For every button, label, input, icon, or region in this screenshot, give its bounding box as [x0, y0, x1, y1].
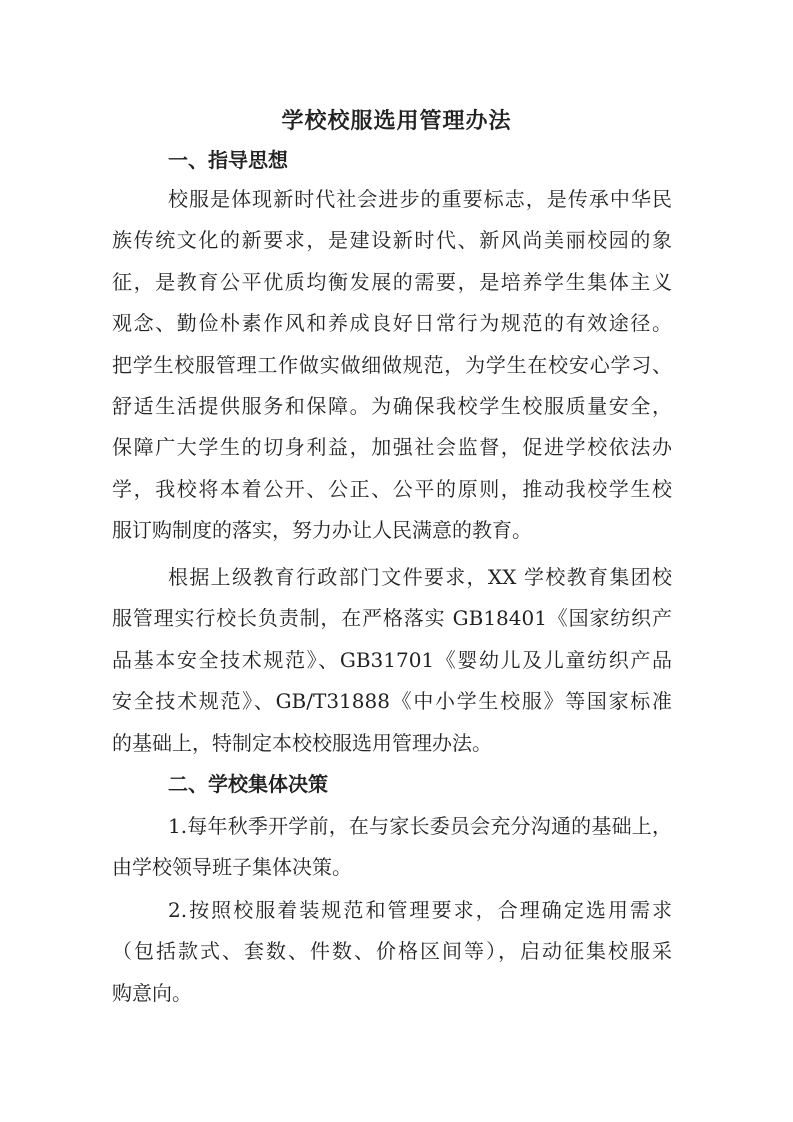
text-line: 根据上级教育行政部门文件要求，XX 学校教育集团校 — [168, 565, 672, 589]
text-line: 学，我校将本着公开、公正、公平的原则，推动我校学生校 — [112, 477, 672, 501]
text-line: 族传统文化的新要求，是建设新时代、新风尚美丽校园的象 — [112, 228, 672, 252]
text-line: 观念、勤俭朴素作风和养成良好日常行为规范的有效途径。 — [112, 311, 672, 335]
text-line: 把学生校服管理工作做实做细做规范，为学生在校安心学习、 — [112, 353, 672, 377]
text-line: 服订购制度的落实，努力办让人民满意的教育。 — [112, 518, 532, 542]
text-line: 舒适生活提供服务和保障。为确保我校学生校服质量安全， — [112, 394, 672, 418]
text-line: 保障广大学生的切身利益，加强社会监督，促进学校依法办 — [112, 435, 672, 459]
text-line: 校服是体现新时代社会进步的重要标志，是传承中华民 — [168, 187, 672, 211]
text-line: （包括款式、套数、件数、价格区间等），启动征集校服采 — [112, 939, 672, 963]
text-line: 的基础上，特制定本校校服选用管理办法。 — [112, 731, 492, 755]
text-line: 由学校领导班子集体决策。 — [112, 855, 352, 879]
text-line: 安全技术规范》、GB/T31888《中小学生校服》等国家标准 — [112, 689, 672, 713]
text-line: 服管理实行校长负责制，在严格落实 GB18401《国家纺织产 — [112, 606, 672, 630]
text-line: 品基本安全技术规范》、GB31701《婴幼儿及儿童纺织产品 — [112, 648, 672, 672]
document-title: 学校校服选用管理办法 — [281, 109, 512, 134]
section-heading: 二、学校集体决策 — [168, 772, 328, 796]
text-line: 购意向。 — [112, 981, 192, 1005]
section-heading: 一、指导思想 — [168, 148, 288, 172]
text-line: 征，是教育公平优质均衡发展的需要，是培养学生集体主义 — [112, 270, 672, 294]
text-line: 1.每年秋季开学前，在与家长委员会充分沟通的基础上， — [168, 814, 672, 838]
text-line: 2.按照校服着装规范和管理要求，合理确定选用需求 — [168, 898, 672, 922]
